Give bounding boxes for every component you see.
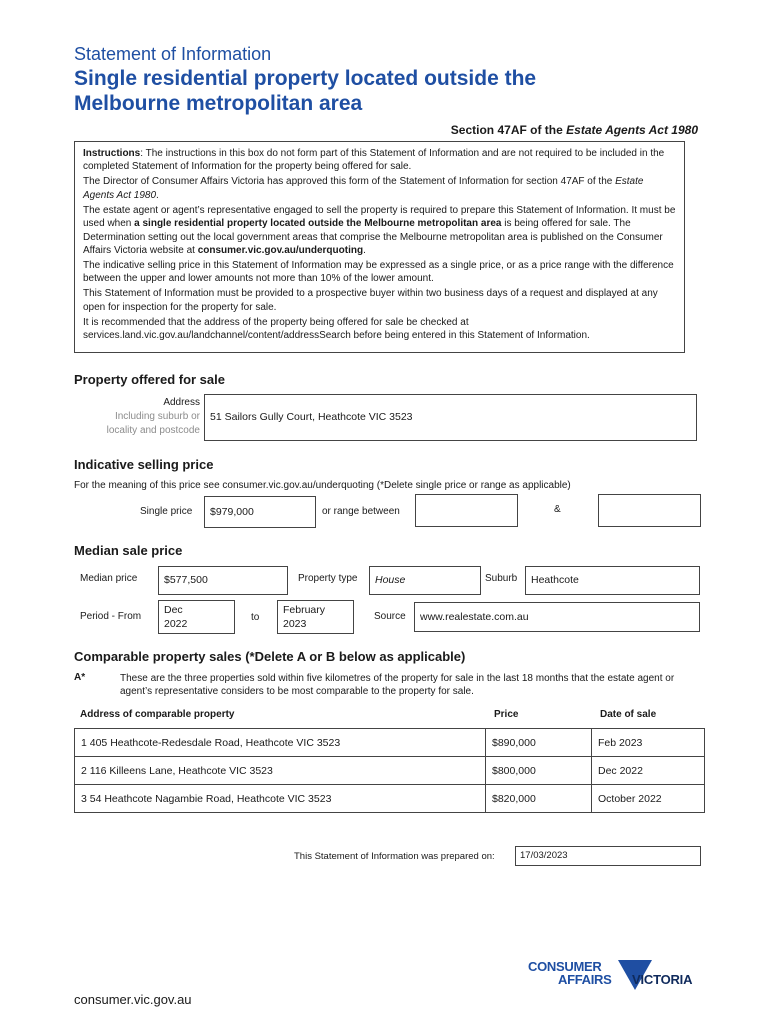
instructions-p5: This Statement of Information must be provided to a prospective buyer within two business days of a request and displayed at any open for inspection for the property for sale. [83,288,658,313]
document-type: Statement of Information [74,44,272,64]
instructions-p1-text: : The instructions in this box do not form part of this Statement of Information and are not required to be included in the completed Statement of Information for the property being offered for sale. [83,148,665,173]
instructions-p3-link[interactable]: consumer.vic.gov.au/underquoting [197,245,364,257]
instructions-p1 [83,147,676,174]
instructions-p3-e: . [363,245,366,257]
comp-price-cell[interactable]: $800,000 [486,757,592,785]
single-price-label: Single price [140,506,193,517]
comparable-heading: Comparable property sales (*Delete A or B below as applicable) [74,649,466,664]
comp-price-cell[interactable]: $890,000 [486,729,592,757]
address-field[interactable]: 51 Sailors Gully Court, Heathcote VIC 3523 [204,394,697,441]
comp-date-cell[interactable]: Dec 2022 [592,757,705,785]
property-type-field[interactable]: House [369,566,481,595]
comparable-table [74,728,705,813]
address-label [74,396,200,438]
instructions-p3 [83,204,676,258]
instructions-p3-a: The estate agent or agent’s representative engaged to sell the property is required to prepare this Statement of Information. It must be used when [83,204,676,230]
comp-address-cell[interactable]: 3 54 Heathcote Nagambie Road, Heathcote VIC 3523 [75,785,486,813]
instructions-p2-end: . [156,189,159,201]
instructions-label: Instructions [83,148,141,159]
period-to-year: 2023 [283,618,307,630]
median-price-label: Median price [80,573,138,584]
section-reference [451,123,698,137]
logo-affairs: AFFAIRS [558,972,612,987]
col-date-header: Date of sale [600,709,657,720]
instructions-p3-b: a single residential property located outside the Melbourne metropolitan area [134,218,502,230]
period-from-field[interactable] [158,600,235,634]
source-label: Source [374,611,406,622]
period-from-label: Period - From [80,611,142,622]
address-label-line2: Including suburb or [114,411,200,422]
title-line-2: Melbourne metropolitan area [74,92,363,115]
document-title [74,66,674,116]
period-to-label: to [251,612,260,623]
logo-consumer: CONSUMER [528,959,602,974]
instructions-p6: It is recommended that the address of the property being offered for sale be checked at services.land.vic.gov.au/landchannel/content/addressSearch before being entered in this Statement of Information. [83,316,590,342]
instructions-p2 [83,175,676,202]
suburb-label: Suburb [485,573,518,584]
address-label-line1: Address [163,397,200,408]
median-heading: Median sale price [74,543,183,558]
instructions-box [74,141,685,353]
instructions-p3-c: is being offered for sale. The Determination setting out the local government areas that comprise the Melbourne metropolitan area is published on the Consumer Affairs Victoria website at [83,218,663,257]
consumer-affairs-victoria-logo [528,958,708,992]
section-prefix: Section 47AF of the [450,123,567,137]
indicative-note: For the meaning of this price see consumer.vic.gov.au/underquoting (*Delete single price or range as applicable) [74,480,571,491]
table-row [75,785,705,813]
suburb-field[interactable]: Heathcote [525,566,700,595]
address-label-line3: locality and postcode [106,425,200,436]
median-price-field[interactable]: $577,500 [158,566,288,595]
title-line-1: Single residential property located outside the [74,67,537,90]
prepared-on-label: This Statement of Information was prepared on: [294,851,495,862]
range-ampersand: & [554,504,561,515]
period-from-month: Dec [164,604,183,616]
property-heading: Property offered for sale [74,372,225,387]
instructions-p2-act: Estate Agents Act 1980 [83,176,644,201]
comparable-description: These are the three properties sold within five kilometres of the property for sale in the last 18 months that the estate agent or agent’s representative considers to be most comparable to the property for sale. [120,673,675,697]
period-to-field[interactable] [277,600,354,634]
comp-address-cell[interactable]: 1 405 Heathcote-Redesdale Road, Heathcote VIC 3523 [75,729,486,757]
range-high-field[interactable] [598,494,701,527]
logo-victoria: VICTORIA [632,972,693,987]
instructions-p4: The indicative selling price in this Statement of Information may be expressed as a single price, or as a price range with the difference between the upper and lower amounts not more than 10% of the lower amount. [83,260,674,285]
prepared-on-field[interactable]: 17/03/2023 [515,846,701,866]
period-from-year: 2022 [164,618,188,630]
comp-price-cell[interactable]: $820,000 [486,785,592,813]
col-price-header: Price [494,709,519,720]
comp-address-cell[interactable]: 2 116 Killeens Lane, Heathcote VIC 3523 [75,757,486,785]
range-low-field[interactable] [415,494,518,527]
single-price-field[interactable]: $979,000 [204,496,316,528]
instructions-p2-text: The Director of Consumer Affairs Victoria has approved this form of the Statement of Information for section 47AF of the [83,176,616,188]
comp-date-cell[interactable]: Feb 2023 [592,729,705,757]
property-type-label: Property type [298,573,358,584]
indicative-heading: Indicative selling price [74,457,214,472]
footer-url[interactable]: consumer.vic.gov.au [74,992,192,1007]
section-act: Estate Agents Act 1980 [566,123,698,137]
comp-date-cell[interactable]: October 2022 [592,785,705,813]
range-label: or range between [322,506,400,517]
col-address-header: Address of comparable property [80,709,235,720]
comparable-marker: A* [74,672,86,683]
source-field[interactable]: www.realestate.com.au [414,602,700,632]
table-row [75,757,705,785]
table-row [75,729,705,757]
period-to-month: February [283,604,326,616]
